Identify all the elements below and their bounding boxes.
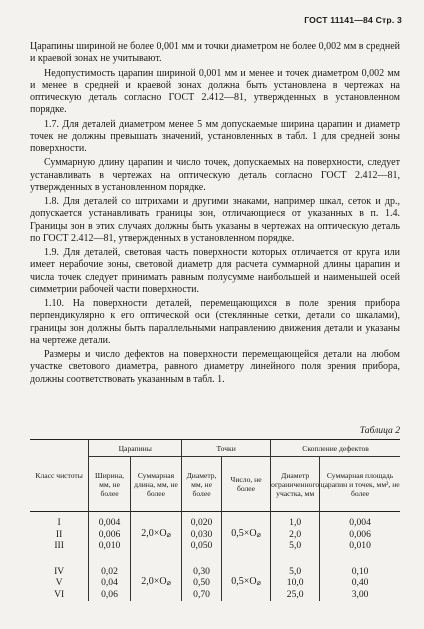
col-header-width: Ширина, мм, не более [89,457,131,512]
col-header-cluster-area: Суммарная площадь царапин и точек, мм², не более [320,457,400,512]
table-cell-sum-length-value: 2,0×O [141,527,167,539]
table-cell-width: 0,004 [89,512,131,529]
table-cell-diameter: 0,030 [182,529,222,541]
table-cell-cluster-area: 0,004 [320,512,400,529]
body-text [30,41,400,388]
table-cell-width: 0,010 [89,540,131,552]
table-cell-class: V [55,577,63,589]
page-header: ГОСТ 11141—84 Стр. 3 [304,15,402,25]
table-cell-sum-length-value: 2,0×O [141,576,167,588]
paragraph: 1.7. Для деталей диаметром менее 5 мм допускаемые ширина царапин и диаметр точек не должны превышать значений, установленных в табл. 1 для средней зоны поверхности. [30,118,400,154]
table-cell-count [221,512,270,552]
paragraph: 1.8. Для деталей со штрихами и другими знаками, например шкал, сеток и др., допускается устанавливать границы зон, отличающиеся от указанных в п. 1.4. Границы зон в этих случаях должны быть указаны в чертежах на оптическую деталь по ГОСТ 2.412—81, утвержденных в установленном порядке. [30,196,400,244]
table-cell-width: 0,02 [89,552,131,578]
table-cell-cluster-diameter: 2,0 [271,529,320,541]
table-cell-cluster-area: 0,40 [320,577,400,589]
table-cell-class: II [55,528,63,540]
table-cell-cluster-area: 0,006 [320,529,400,541]
table-cell-width: 0,006 [89,529,131,541]
group-header-scratches: Царапины [89,440,182,457]
paragraph: Размеры и число дефектов на поверхности перемещающейся детали на любом участке светового диаметра, равного диаметру линейного поля зрения прибора, должны соответствовать указанным в табл. 1. [30,349,400,385]
table-cell-cluster-diameter: 25,0 [271,589,320,601]
table-cell-cluster-diameter: 1,0 [271,512,320,529]
table-cell-diameter: 0,020 [182,512,222,529]
table-cell-cluster-diameter: 5,0 [271,540,320,552]
table-cell-sum-length [130,552,181,601]
table-cell-cluster-area: 3,00 [320,589,400,601]
table-cell-class: VI [54,588,65,600]
table-cell-sum-length [130,512,181,552]
paragraph: Суммарную длину царапин и число точек, допускаемых на поверхности, следует устанавливать в чертежах на оптическую деталь согласно ГОСТ 2.412—81, утвержденных в установленном порядке. [30,157,400,193]
paragraph: 1.9. Для деталей, световая часть поверхности которых отличается от круга или имеет нерабочие зоны, световой диаметр для расчета суммарной длины царапин и числа точек следует принимать равным полусумме наибольшей и наименьшей осей симметрии рабочей части поверхности. [30,247,400,295]
table-cell-count [221,552,270,601]
col-header-cluster-diameter: Диаметр ограниченного участка, мм [271,457,320,512]
table-cell-diameter: 0,30 [182,552,222,578]
table-cell-cluster-diameter: 10,0 [271,577,320,589]
diameter-symbol-icon: ⌀ [166,530,171,539]
diameter-symbol-icon: ⌀ [166,579,171,588]
table-cell-diameter: 0,050 [182,540,222,552]
table-cell-diameter: 0,70 [182,589,222,601]
group-header-points: Точки [182,440,271,457]
defects-table [30,439,400,601]
col-header-class: Класс чистоты [30,440,89,512]
paragraph: Царапины шириной не более 0,001 мм и точки диаметром не более 0,002 мм в средней и краевой зонах не учитывают. [30,41,400,65]
table-cell-class: IV [54,565,65,577]
table-cell-cluster-area: 0,010 [320,540,400,552]
col-header-sum-length: Суммарная длина, мм, не более [130,457,181,512]
table-title: Таблица 2 [359,425,400,436]
table-cell-cluster-area: 0,10 [320,552,400,578]
col-header-diameter: Диаметр, мм, не более [182,457,222,512]
group-header-clusters: Скопление дефектов [271,440,400,457]
table-cell-count-value: 0,5×O [231,527,257,539]
paragraph: 1.10. На поверхности деталей, перемещающихся в поле зрения прибора перпендикулярно к его оптической оси (стеклянные сетки, детали со шкалами), границы зон должны быть параллельными направлению движения детали и указаны на чертеже детали. [30,298,400,346]
paragraph: Недопустимость царапин шириной 0,001 мм и менее и точек диаметром 0,002 мм и менее в средней и краевой зонах должна быть установлена в чертежах на оптическую деталь согласно ГОСТ 2.412—81, утвержденных в установленном порядке. [30,67,400,116]
table-cell-width: 0,06 [89,589,131,601]
table-cell-cluster-diameter: 5,0 [271,552,320,578]
table-cell-width: 0,04 [89,577,131,589]
diameter-symbol-icon: ⌀ [256,579,261,588]
table-cell-count-value: 0,5×O [231,576,257,588]
col-header-count: Число, не более [221,457,270,512]
table-cell-class: I [30,512,89,529]
table-cell-diameter: 0,50 [182,577,222,589]
diameter-symbol-icon: ⌀ [256,530,261,539]
table-cell-class: III [54,540,64,552]
